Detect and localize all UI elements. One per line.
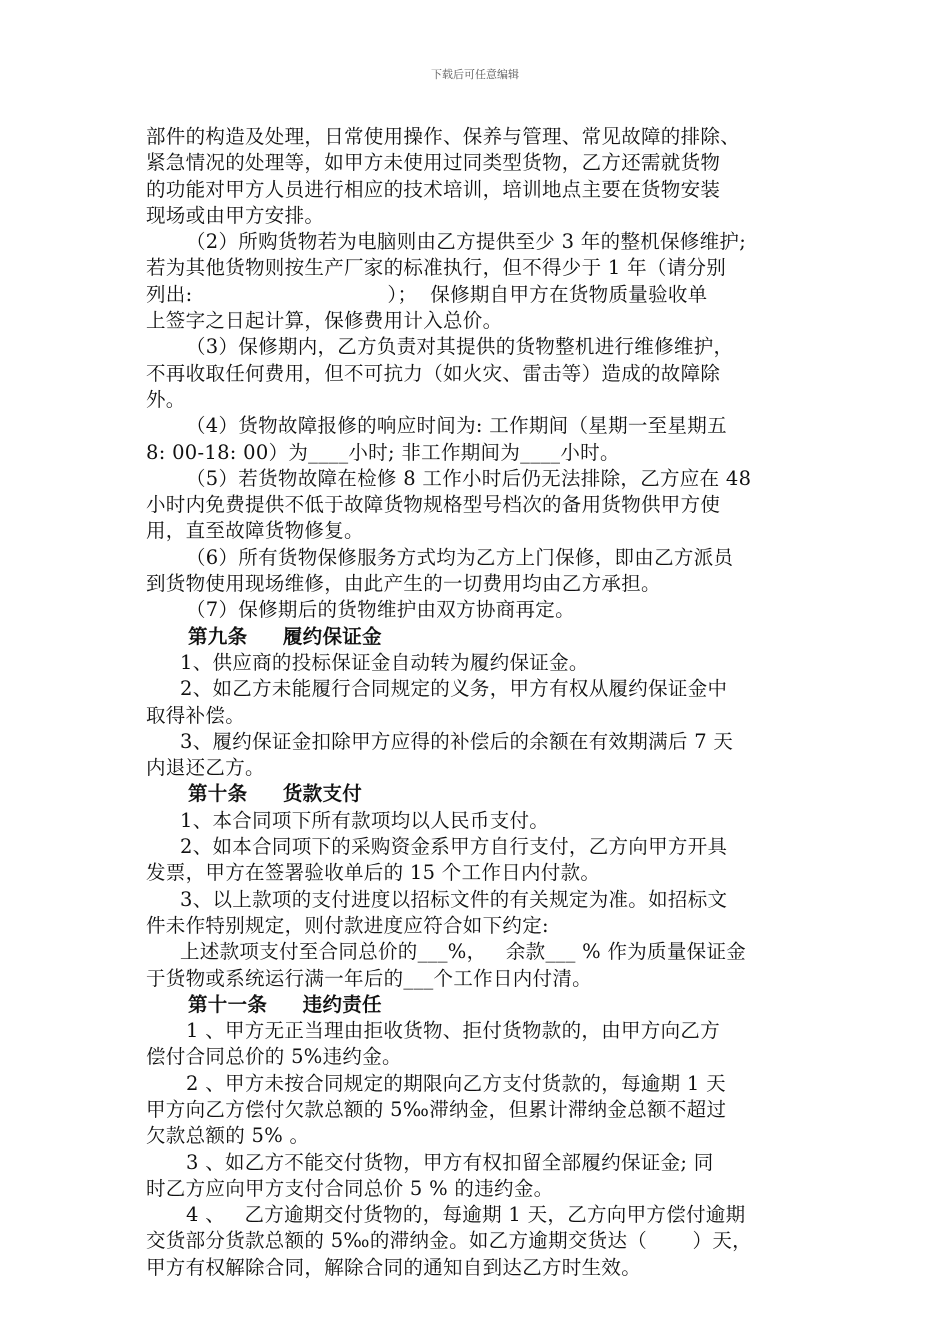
article-10-item-3: 3、以上款项的支付进度以招标文件的有关规定为准。如招标文 [180, 887, 728, 911]
text-line: 欠款总额的 5% 。 [146, 1124, 310, 1148]
clause-3-start: （3）保修期内，乙方负责对其提供的货物整机进行维修维护， [186, 335, 734, 359]
text-line: 甲方向乙方偿付欠款总额的 5‰滞纳金，但累计滞纳金总额不超过 [146, 1097, 727, 1121]
clause-7: （7）保修期后的货物维护由双方协商再定。 [186, 598, 575, 622]
text-line: 于货物或系统运行满一年后的___个工作日内付清。 [146, 966, 592, 990]
text-line: 紧急情况的处理等，如甲方未使用过同类型货物，乙方还需就货物 [146, 151, 721, 175]
text-line: 甲方有权解除合同，解除合同的通知自到达乙方时生效。 [146, 1255, 642, 1279]
text-line: 内退还乙方。 [146, 756, 265, 780]
article-9-heading: 第九条 履约保证金 [188, 624, 382, 648]
clause-2-start: （2）所购货物若为电脑则由乙方提供至少 3 年的整机保修维护; [186, 230, 747, 254]
document-body [146, 124, 812, 1281]
article-10-item-2: 2、如本合同项下的采购资金系甲方自行支付，乙方向甲方开具 [180, 835, 728, 859]
text-line: 不再收取任何费用，但不可抗力（如火灾、雷击等）造成的故障除 [146, 361, 721, 385]
clause-4-start: （4）货物故障报修的响应时间为: 工作期间（星期一至星期五 [186, 414, 727, 438]
article-11-heading: 第十一条 违约责任 [188, 992, 382, 1016]
text-line: 偿付合同总价的 5%违约金。 [146, 1045, 402, 1069]
text-line: 部件的构造及处理，日常使用操作、保养与管理、常见故障的排除、 [146, 125, 741, 148]
page-header: 下载后可任意编辑 [431, 68, 519, 81]
text-line: 上签字之日起计算，保修费用计入总价。 [146, 309, 503, 333]
text-line: 取得补偿。 [146, 703, 246, 727]
article-11-item-3: 3 、如乙方不能交付货物，甲方有权扣留全部履约保证金; 同 [186, 1150, 714, 1174]
article-10-item-1: 1、本合同项下所有款项均以人民币支付。 [180, 808, 550, 832]
article-9-item-1: 1、供应商的投标保证金自动转为履约保证金。 [180, 650, 589, 674]
article-9-item-2: 2、如乙方未能履行合同规定的义务，甲方有权从履约保证金中 [180, 677, 728, 701]
clause-5-start: （5）若货物故障在检修 8 工作小时后仍无法排除，乙方应在 48 [186, 466, 752, 490]
text-line: 件未作特别规定，则付款进度应符合如下约定: [146, 913, 549, 937]
text-line: 用，直至故障货物修复。 [146, 519, 364, 543]
text-line: 的功能对甲方人员进行相应的技术培训，培训地点主要在货物安装 [146, 177, 721, 201]
text-line: 交货部分货款总额的 5‰的滞纳金。如乙方逾期交货达（ ）天， [146, 1229, 752, 1253]
article-10-heading: 第十条 货款支付 [188, 782, 363, 806]
text-line: 发票，甲方在签署验收单后的 15 个工作日内付款。 [146, 861, 601, 885]
article-9-item-3: 3、履约保证金扣除甲方应得的补偿后的余额在有效期满后 7 天 [180, 729, 734, 753]
article-11-item-4: 4 、 乙方逾期交付货物的，每逾期 1 天，乙方向甲方偿付逾期 [186, 1203, 746, 1227]
text-line: 8: 00-18: 00）为____小时; 非工作期间为____小时。 [146, 440, 620, 464]
text-line: 到货物使用现场维修，由此产生的一切费用均由乙方承担。 [146, 572, 661, 596]
article-11-item-2: 2 、甲方未按合同规定的期限向乙方支付货款的，每逾期 1 天 [186, 1071, 726, 1095]
text-line: 外。 [146, 387, 186, 411]
text-line: 若为其他货物则按生产厂家的标准执行，但不得少于 1 年（请分别 [146, 256, 727, 280]
clause-6-start: （6）所有货物保修服务方式均为乙方上门保修，即由乙方派员 [186, 545, 734, 569]
text-line: 列出: ）； 保修期自甲方在货物质量验收单 [146, 282, 708, 306]
text-line: 小时内免费提供不低于故障货物规格型号档次的备用货物供甲方使 [146, 493, 721, 517]
text-line: 时乙方应向甲方支付合同总价 5 % 的违约金。 [146, 1176, 554, 1200]
article-11-item-1: 1 、甲方无正当理由拒收货物、拒付货物款的，由甲方向乙方 [186, 1019, 721, 1043]
payment-terms: 上述款项支付至合同总价的___%， 余款___ % 作为质量保证金 [180, 940, 747, 964]
text-line: 现场或由甲方安排。 [146, 203, 325, 227]
